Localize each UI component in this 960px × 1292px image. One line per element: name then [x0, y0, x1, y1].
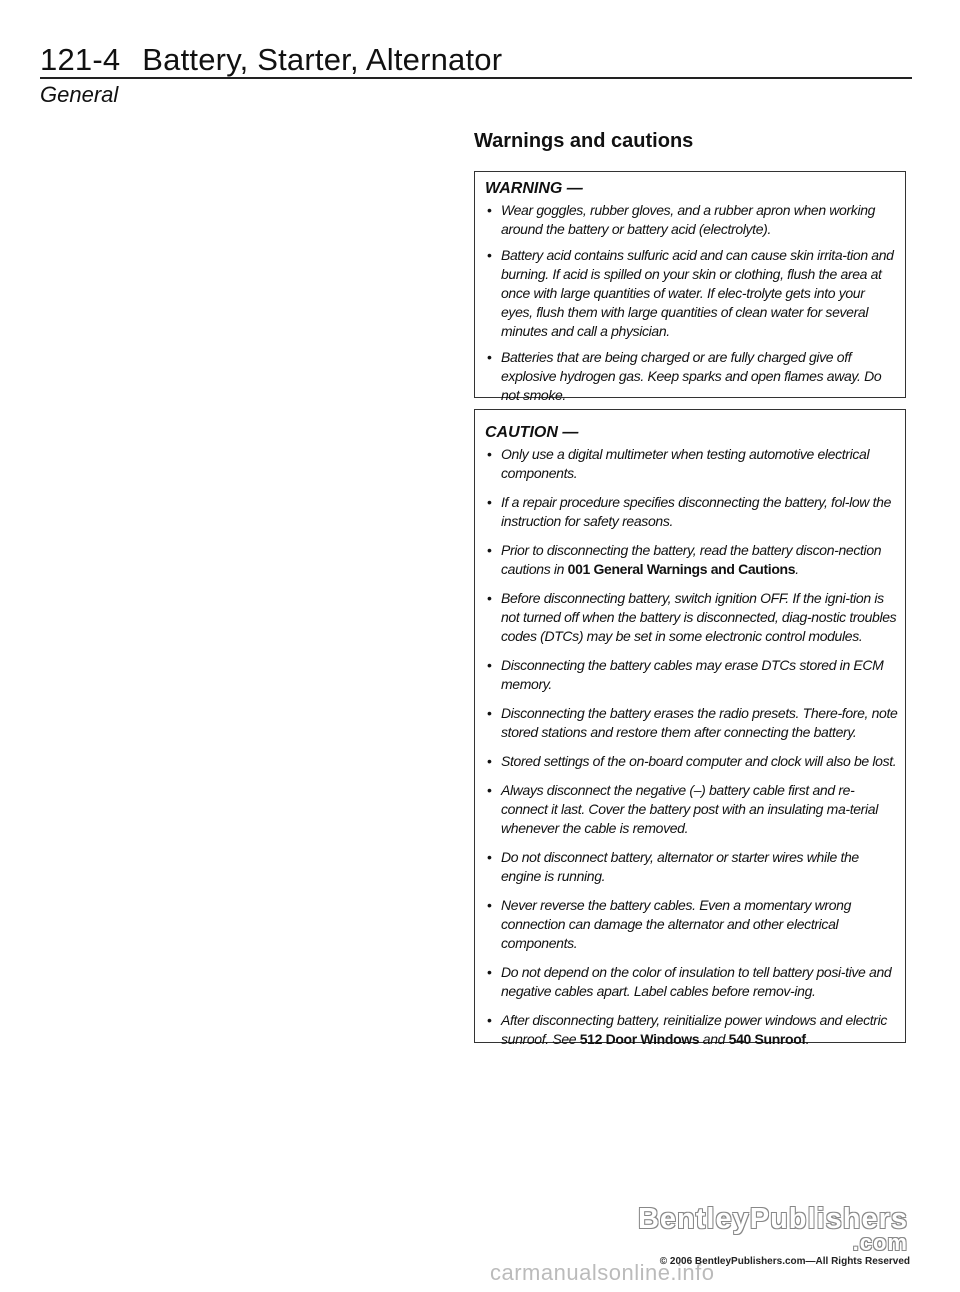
publisher-logo: BentleyPublishers .com: [637, 1203, 908, 1255]
warning-item: • Battery acid contains sulfuric acid and can cause skin irrita-tion and burning. If acid is spilled on your skin or clothing, flush the area at once with large quantities of water. If elec-trolyte gets into your eyes, flush them with large quantities of clean water for several minutes and call a physician.: [487, 247, 894, 339]
cross-reference: 512 Door Windows: [579, 1031, 700, 1047]
caution-item: • Stored settings of the on-board computer and clock will also be lost.: [487, 753, 897, 769]
caution-item: • Before disconnecting battery, switch ignition OFF. If the igni-tion is not turned off when the battery is disconnected, diag-nostic troubles codes (DTCs) may be set in some electronic control modules.: [487, 590, 897, 644]
warning-list: [485, 201, 899, 405]
cross-reference: 540 Sunroof: [728, 1031, 806, 1047]
watermark: carmanualsonline.info: [490, 1260, 715, 1285]
chapter-title: Battery, Starter, Alternator: [142, 42, 503, 77]
caution-item: • Prior to disconnecting the battery, read the battery discon-nection cautions in 001 General Warnings and Cautions.: [487, 542, 882, 577]
warning-item: • Wear goggles, rubber gloves, and a rubber apron when working around the battery or battery acid (electrolyte).: [487, 202, 876, 237]
caution-item: • Do not disconnect battery, alternator or starter wires while the engine is running.: [487, 849, 859, 884]
bullet-icon: •: [487, 782, 492, 798]
bullet-icon: •: [487, 849, 492, 865]
caution-item: • After disconnecting battery, reinitialize power windows and electric sunroof. See 512 Door Windows and 540 Sunroof.: [487, 1012, 888, 1047]
bullet-icon: •: [487, 542, 492, 558]
bullet-icon: •: [487, 705, 492, 721]
cross-reference: 001 General Warnings and Cautions: [567, 561, 796, 577]
bullet-icon: •: [487, 897, 492, 913]
copyright-notice: © 2006 BentleyPublishers.com—All Rights Reserved: [659, 1256, 910, 1267]
bullet-icon: •: [487, 349, 492, 365]
bullet-icon: •: [487, 753, 492, 769]
caution-item: • Only use a digital multimeter when testing automotive electrical components.: [487, 446, 870, 481]
bullet-icon: •: [487, 202, 492, 218]
warning-item: • Batteries that are being charged or are fully charged give off explosive hydrogen gas. Keep sparks and open flames away. Do not smoke.: [487, 349, 882, 403]
caution-item: • Always disconnect the negative (–) battery cable first and re-connect it last. Cover the battery post with an insulating ma-terial whenever the cable is removed.: [487, 782, 878, 836]
bullet-icon: •: [487, 446, 492, 462]
bullet-icon: •: [487, 247, 492, 263]
page-header-title: [40, 42, 502, 78]
caution-item: • Never reverse the battery cables. Even a momentary wrong connection can damage the alternator and other electrical components.: [487, 897, 852, 951]
caution-item: • If a repair procedure specifies disconnecting the battery, fol-low the instruction for safety reasons.: [487, 494, 892, 529]
section-label: General: [40, 82, 119, 107]
bullet-icon: •: [487, 1012, 492, 1028]
bullet-icon: •: [487, 494, 492, 510]
caution-item: • Disconnecting the battery cables may erase DTCs stored in ECM memory.: [487, 657, 884, 692]
warning-box: [474, 171, 906, 403]
bullet-icon: •: [487, 657, 492, 673]
caution-box: [474, 409, 906, 1047]
warnings-section-title: Warnings and cautions: [474, 130, 694, 152]
page-number: 121-4: [40, 42, 121, 77]
bullet-icon: •: [487, 590, 492, 606]
caution-item: • Disconnecting the battery erases the radio presets. There-fore, note stored stations and restore them after connecting the battery.: [487, 705, 898, 740]
header-divider: [40, 77, 912, 79]
caution-item: • Do not depend on the color of insulation to tell battery posi-tive and negative cables apart. Label cables before remov-ing.: [487, 964, 892, 999]
caution-list: [485, 445, 899, 1049]
warning-heading: WARNING —: [485, 180, 583, 197]
caution-heading: CAUTION —: [485, 424, 579, 441]
bullet-icon: •: [487, 964, 492, 980]
